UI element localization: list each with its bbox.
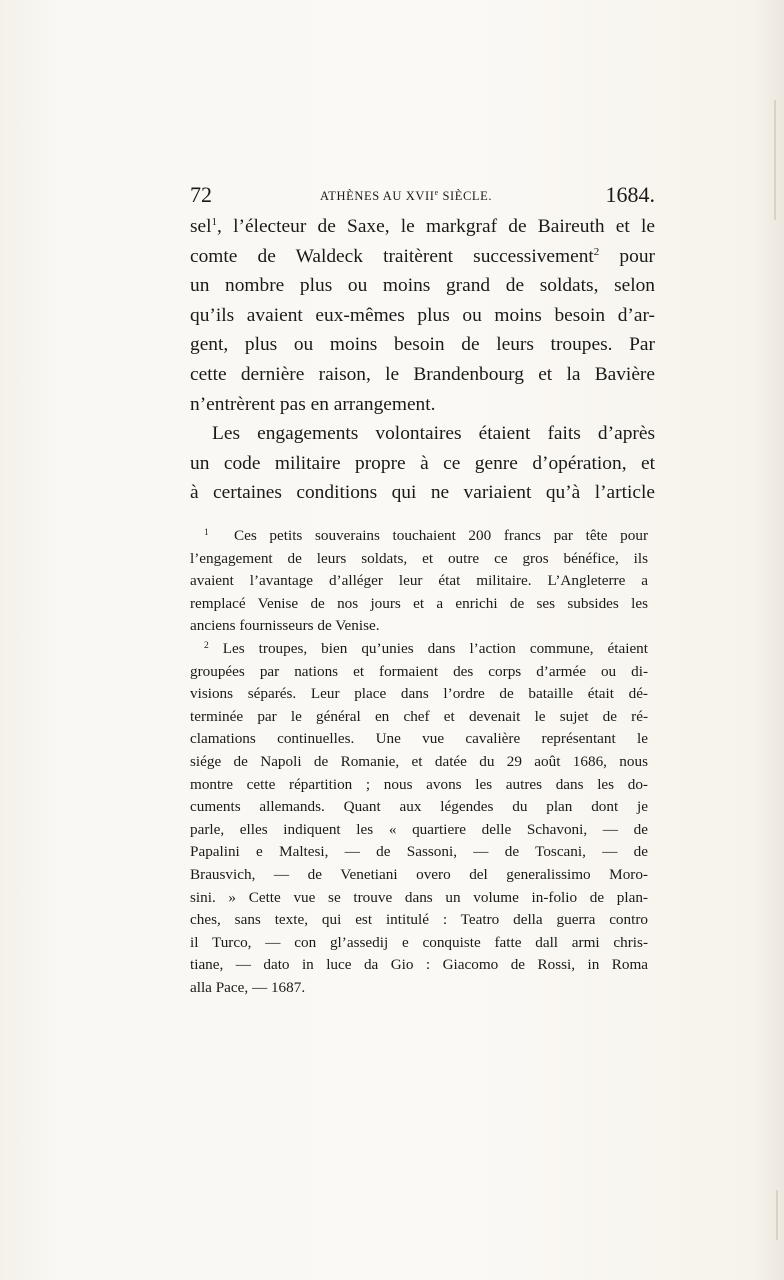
footnote-1-line: l’engagement de leurs soldats, et outre ce gros bénéfice, ils (190, 549, 648, 567)
text-line: cette dernière raison, le Brandenbourg et la Bavière (190, 363, 655, 385)
footnote-2-line: montre cette répartition ; nous avons les autres dans les do- (190, 775, 648, 793)
text-line: qu’ils avaient eux-mêmes plus ou moins besoin d’ar- (190, 304, 655, 326)
text-line: à certaines conditions qui ne variaient qu’à l’article (190, 482, 655, 504)
text-line: Les engagements volontaires étaient faits d’après (212, 423, 655, 445)
page-edge-mark (776, 1190, 778, 1240)
footnote-2-line: sini. » Cette vue se trouve dans un volume in-folio de plan- (190, 888, 648, 906)
footnote-2-line: Brausvich, — de Venetiani overo del generalissimo Moro- (190, 865, 648, 883)
footnote-2-line: siége de Napoli de Romanie, et datée du 29 août 1686, nous (190, 752, 648, 770)
main-text (190, 212, 655, 508)
footnote-ref: 2 (593, 245, 600, 258)
text-line: un code militaire propre à ce genre d’opération, et (190, 452, 655, 474)
footnote-2-line: clamations continuelles. Une vue cavalière représentant le (190, 730, 648, 748)
footnote-1-line: $^1$ Ces petits souverains touchaient 200 francs par tête pour (204, 527, 648, 544)
footnote-2-line: Papalini e Maltesi, — de Sassoni, — de Toscani, — de (190, 843, 648, 861)
footnote-2-line: parle, elles indiquent les « quartiere delle Schavoni, — de (190, 820, 648, 838)
footnote-2-line: alla Pace, — 1687. (190, 978, 306, 996)
footnote-2-line: visions séparés. Leur place dans l’ordre de bataille était dé- (190, 685, 648, 703)
footnote-2-line: tiane, — dato in luce da Gio : Giacomo de Rossi, in Roma (190, 956, 648, 974)
text-line: comte de Waldeck traitèrent successivement$^2$ pour (190, 245, 655, 267)
text-line: gent, plus ou moins besoin de leurs troupes. Par (190, 334, 655, 356)
footnote-marker: 1 (204, 528, 209, 538)
running-title: ATHÈNES AU XVIIe SIÈCLE. (320, 188, 493, 204)
footnote-1-line: avaient l’avantage d’alléger leur état militaire. L’Angleterre a (190, 572, 648, 590)
running-year: 1684. (605, 182, 655, 207)
page-number: 72 (190, 182, 212, 207)
text-line: un nombre plus ou moins grand de soldats, selon (190, 275, 655, 297)
text-line: sel$^1$, l’électeur de Saxe, le markgraf de Baireuth et le (190, 216, 655, 237)
footnote-2-line: cuments allemands. Quant aux légendes du plan dont je (190, 798, 648, 816)
footnote-2-line: $^2$ Les troupes, bien qu’unies dans l’action commune, étaient (204, 639, 648, 657)
footnote-2-line: groupées par nations et formaient des corps d’armée ou di- (190, 662, 648, 680)
footnote-1-line: anciens fournisseurs de Venise. (190, 617, 380, 635)
footnotes (190, 525, 648, 999)
footnote-2-line: il Turco, — con gl’assedij e conquiste fatte dall armi chris- (190, 933, 648, 951)
page-edge-mark (774, 100, 776, 220)
footnote-1-line: remplacé Venise de nos jours et a enrichi de ses subsides les (190, 594, 648, 612)
footnote-marker: 2 (204, 640, 209, 651)
running-head (190, 182, 655, 208)
footnote-2-line: ches, sans texte, qui est intitulé : Teatro della guerra contro (190, 911, 648, 929)
text-line: n’entrèrent pas en arrangement. (190, 393, 436, 415)
footnote-2-line: terminée par le général en chef et devenait le sujet de ré- (190, 707, 648, 725)
footnote-ref: 1 (211, 216, 218, 228)
